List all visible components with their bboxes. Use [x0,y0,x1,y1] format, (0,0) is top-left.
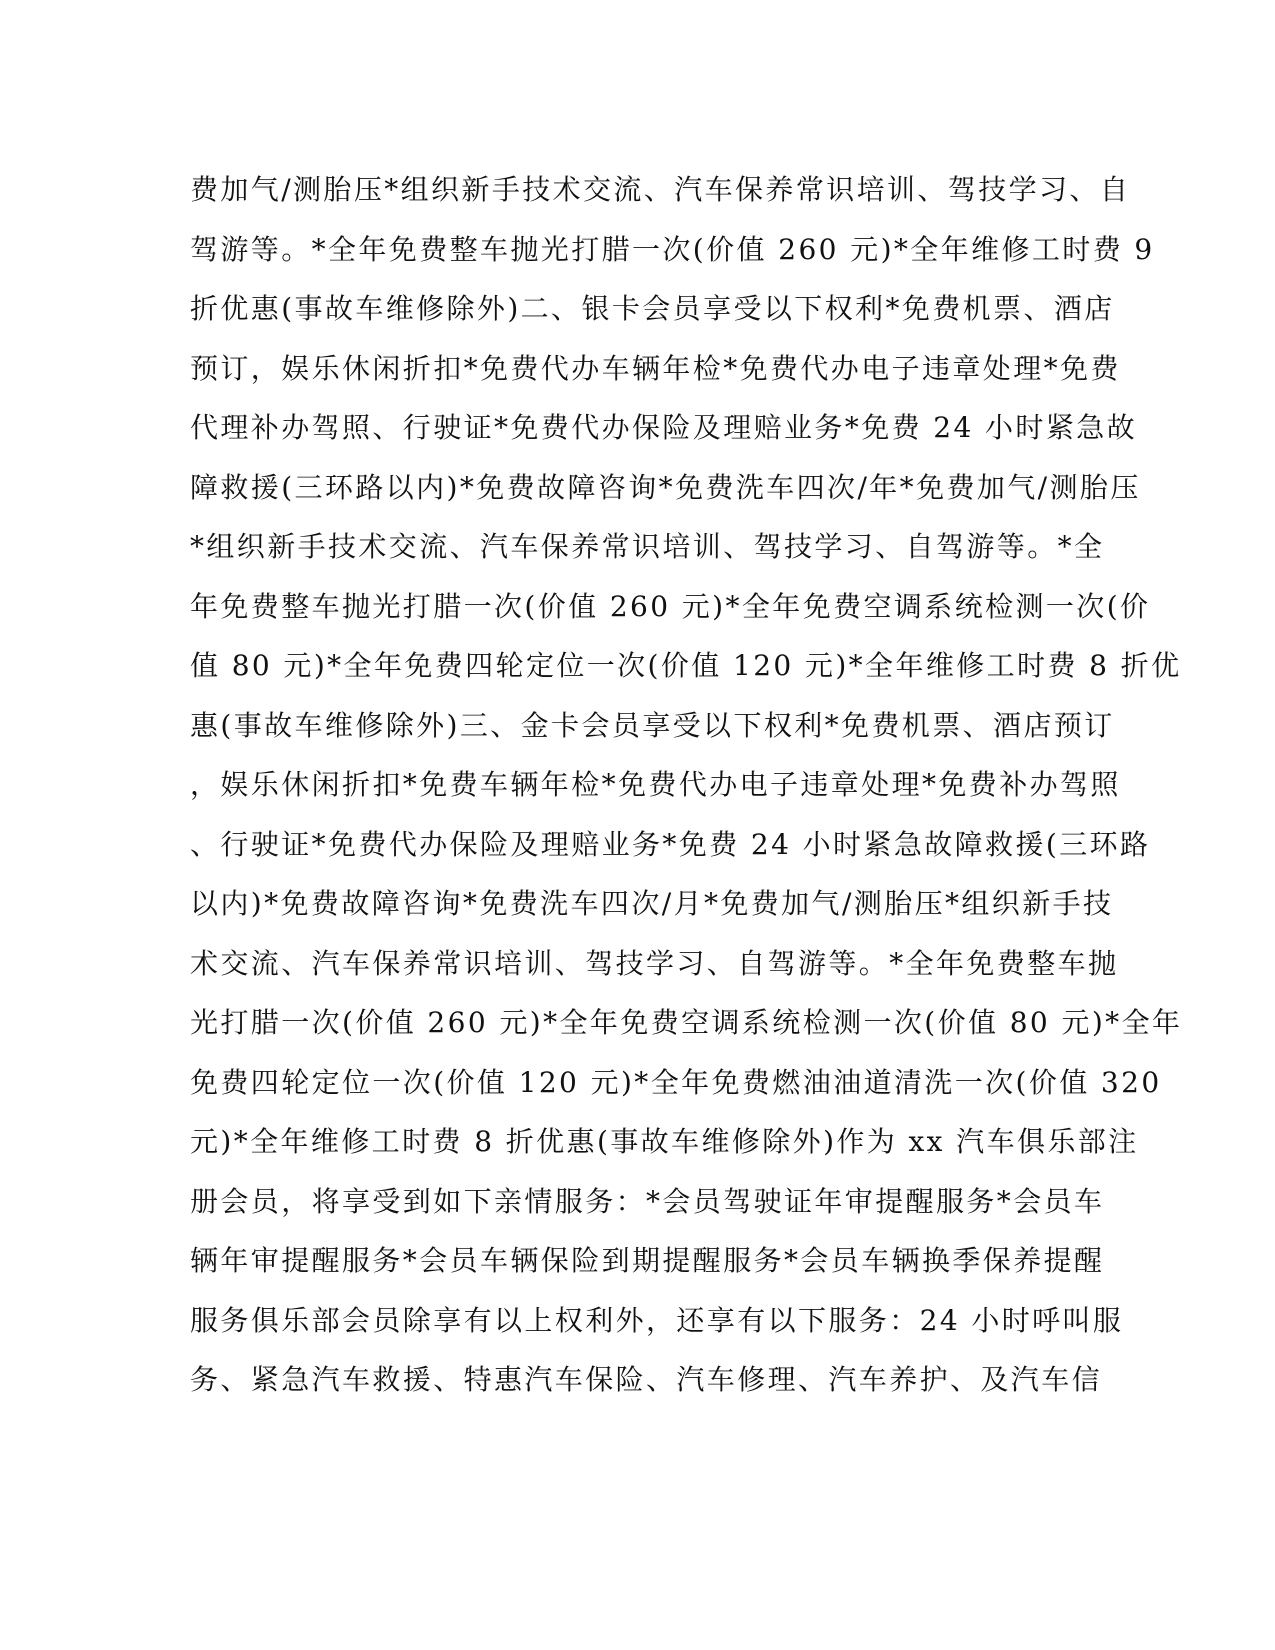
text-line: 元)*全年维修工时费 8 折优惠(事故车维修除外)作为 xx 汽车俱乐部注 [190,1125,1139,1158]
text-line: 障救援(三环路以内)*免费故障咨询*免费洗车四次/年*免费加气/测胎压 [190,470,1141,504]
text-line: 驾游等。*全年免费整车抛光打腊一次(价值 260 元)*全年维修工时费 9 [190,232,1155,266]
text-line: 折优惠(事故车维修除外)二、银卡会员享受以下权利*免费机票、酒店 [190,292,1115,325]
text-line: 费加气/测胎压*组织新手技术交流、汽车保养常识培训、驾技学习、自 [190,173,1131,206]
text-line: 代理补办驾照、行驶证*免费代办保险及理赔业务*免费 24 小时紧急故 [190,411,1138,444]
text-line: 光打腊一次(价值 260 元)*全年免费空调系统检测一次(价值 80 元)*全年 [190,1006,1183,1039]
text-line: 免费四轮定位一次(价值 120 元)*全年免费燃油油道清洗一次(价值 320 [190,1065,1162,1099]
text-line: *组织新手技术交流、汽车保养常识培训、驾技学习、自驾游等。*全 [190,530,1105,563]
text-line: 册会员，将享受到如下亲情服务：*会员驾驶证年审提醒服务*会员车 [190,1184,1105,1218]
text-line: 服务俱乐部会员除享有以上权利外，还享有以下服务：24 小时呼叫服 [190,1303,1124,1337]
text-line: 年免费整车抛光打腊一次(价值 260 元)*全年免费空调系统检测一次(价 [190,589,1151,623]
text-line: 、行驶证*免费代办保险及理赔业务*免费 24 小时紧急故障救援(三环路 [190,827,1151,861]
text-line: ，娱乐休闲折扣*免费车辆年检*免费代办电子违章处理*免费补办驾照 [190,768,1121,801]
text-line: 辆年审提醒服务*会员车辆保险到期提醒服务*会员车辆换季保养提醒 [190,1244,1105,1277]
text-line: 惠(事故车维修除外)三、金卡会员享受以下权利*免费机票、酒店预订 [190,708,1115,742]
text-line: 预订，娱乐休闲折扣*免费代办车辆年检*免费代办电子违章处理*免费 [190,351,1121,385]
text-line: 务、紧急汽车救援、特惠汽车保险、汽车修理、汽车养护、及汽车信 [190,1363,1103,1396]
body-text [190,160,1183,1410]
text-line: 以内)*免费故障咨询*免费洗车四次/月*免费加气/测胎压*组织新手技 [190,887,1114,920]
text-line: 术交流、汽车保养常识培训、驾技学习、自驾游等。*全年免费整车抛 [190,946,1119,980]
text-line: 值 80 元)*全年免费四轮定位一次(价值 120 元)*全年维修工时费 8 折优 [190,649,1182,682]
